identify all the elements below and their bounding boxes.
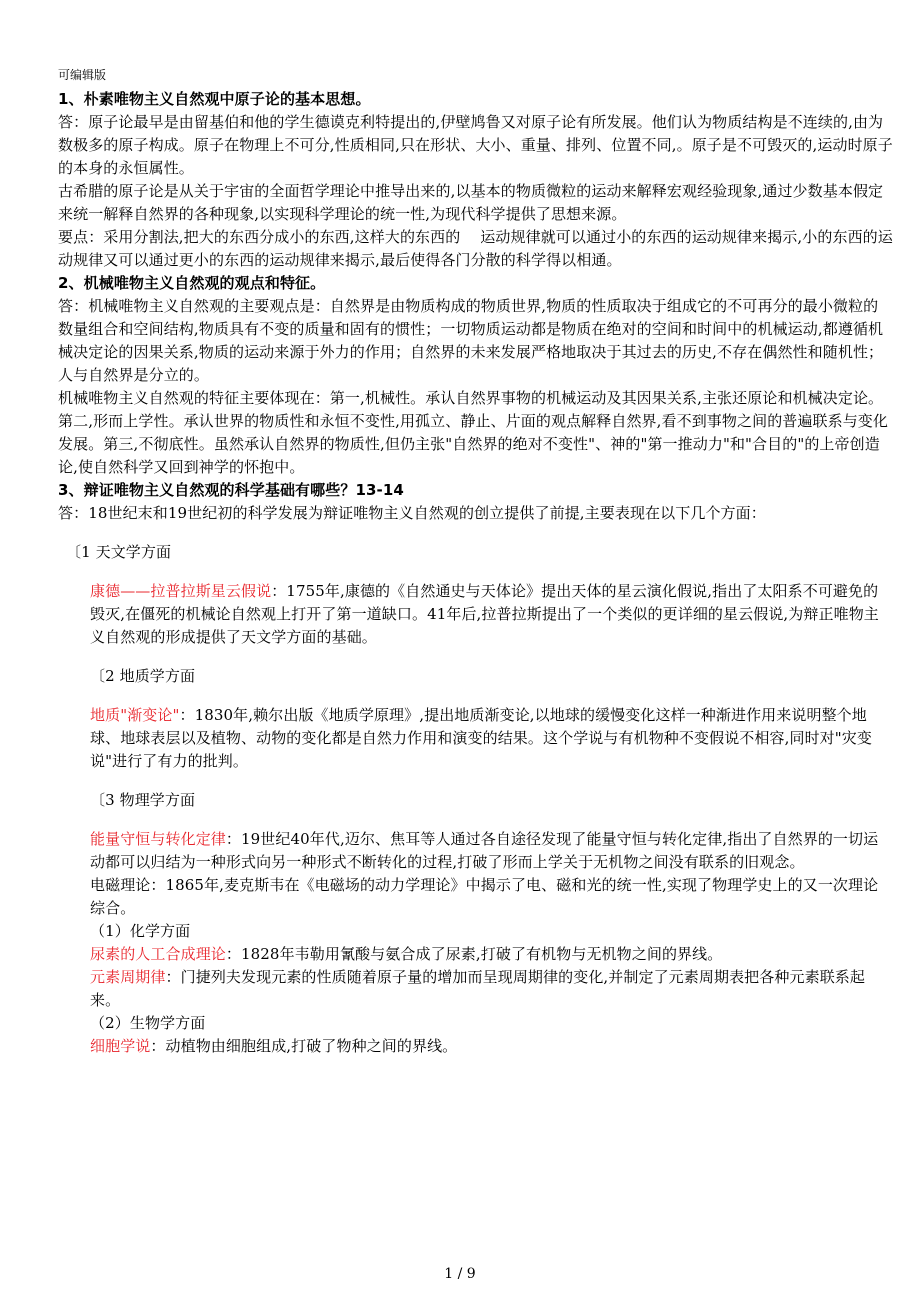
section-2-answer: 答：机械唯物主义自然观的主要观点是：自然界是由物质构成的物质世界,物质的性质取决于组成它的不可再分的最小微粒的数量组合和空间结构,物质具有不变的质量和固有的惯性；一切物质运动都是物质在绝对的空间和时间中的机械运动,都遵循机械决定论的因果关系,物质的运动来源于外力的作用；自然界的未来发展严格地取决于其过去的历史,不存在偶然性和随机性；人与自然界是分立的。 — [58, 297, 884, 384]
section-2-heading: 2、机械唯物主义自然观的观点和特征。 — [58, 274, 326, 292]
geology-paragraph — [58, 704, 893, 773]
page-number: 1 / 9 — [444, 1266, 476, 1282]
astronomy-term: 康德——拉普拉斯星云假说 — [90, 582, 272, 600]
periodic-law-paragraph — [58, 966, 893, 1012]
section-1-key-points: 要点：采用分割法,把大的东西分成小的东西,这样大的东西的 运动规律就可以通过小的东西的运动规律来揭示,小的东西的运动规律又可以通过更小的东西的运动规律来揭示,最后使得各门分散的科学得以相通。 — [58, 228, 893, 269]
geology-title: 〔2 地质学方面 — [90, 667, 196, 685]
cell-theory-text: ：动植物由细胞组成,打破了物种之间的界线。 — [150, 1037, 458, 1055]
section-2-features: 机械唯物主义自然观的特征主要体现在：第一,机械性。承认自然界事物的机械运动及其因果关系,主张还原论和机械决定论。第二,形而上学性。承认世界的物质性和永恒不变性,用孤立、静止、片面的观点解释自然界,看不到事物之间的普遍联系与变化发展。第三,不彻底性。虽然承认自然界的物质性,但仍主张"自然界的绝对不变性"、神的"第一推动力"和"合目的"的上帝创造论,使自然科学又回到神学的怀抱中。 — [58, 389, 889, 476]
geology-term: 地质"渐变论" — [90, 706, 180, 724]
section-1-answer: 答：原子论最早是由留基伯和他的学生德谟克利特提出的,伊壁鸠鲁又对原子论有所发展。他们认为物质结构是不连续的,由为数极多的原子构成。原子在物理上不可分,性质相同,只在形状、大小、重量、排列、位置不同,。原子是不可毁灭的,运动时原子的本身的永恒属性。 — [58, 113, 893, 177]
urea-paragraph — [58, 943, 893, 966]
geology-text: ：1830年,赖尔出版《地质学原理》,提出地质渐变论,以地球的缓慢变化这样一种渐进作用来说明整个地球、地球表层以及植物、动物的变化都是自然力作用和演变的结果。这个学说与有机物种不变假说不相容,同时对"灾变说"进行了有力的批判。 — [90, 706, 872, 770]
section-3-answer: 答：18世纪末和19世纪初的科学发展为辩证唯物主义自然观的创立提供了前提,主要表现在以下几个方面： — [58, 504, 766, 522]
physics-text: ：19世纪40年代,迈尔、焦耳等人通过各自途径发现了能量守恒与转化定律,指出了自然界的一切运动都可以归结为一种形式向另一种形式不断转化的过程,打破了形而上学关于无机物之间没有联系的旧观念。 — [90, 830, 879, 871]
chemistry-title: （1）化学方面 — [90, 922, 191, 940]
section-1-paragraph-2: 古希腊的原子论是从关于宇宙的全面哲学理论中推导出来的,以基本的物质微粒的运动来解释宏观经验现象,通过少数基本假定来统一解释自然界的各种现象,以实现科学理论的统一性,为现代科学提供了思想来源。 — [58, 182, 884, 223]
header-label: 可编辑版 — [58, 68, 107, 82]
periodic-law-text: ：门捷列夫发现元素的性质随着原子量的增加而呈现周期律的变化,并制定了元素周期表把各种元素联系起来。 — [90, 968, 865, 1009]
physics-term: 能量守恒与转化定律 — [90, 830, 226, 848]
cell-theory-paragraph — [58, 1035, 893, 1058]
astronomy-text: ：1755年,康德的《自然通史与天体论》提出天体的星云演化假说,指出了太阳系不可避免的毁灭,在僵死的机械论自然观上打开了第一道缺口。41年后,拉普拉斯提出了一个类似的更详细的星云假说,为辩正唯物主义自然观的形成提供了天文学方面的基础。 — [90, 582, 879, 646]
physics-title: 〔3 物理学方面 — [90, 791, 196, 809]
content — [58, 88, 893, 1058]
astronomy-title: 〔1 天文学方面 — [66, 543, 172, 561]
section-3-heading: 3、辩证唯物主义自然观的科学基础有哪些？13-14 — [58, 481, 404, 499]
biology-title: （2）生物学方面 — [90, 1014, 206, 1032]
cell-theory-term: 细胞学说 — [90, 1037, 151, 1055]
periodic-law-term: 元素周期律 — [90, 968, 166, 986]
urea-text: ：1828年韦勒用氰酸与氨合成了尿素,打破了有机物与无机物之间的界线。 — [225, 945, 723, 963]
urea-term: 尿素的人工合成理论 — [90, 945, 226, 963]
astronomy-paragraph — [58, 580, 893, 649]
section-1-heading: 1、朴素唯物主义自然观中原子论的基本思想。 — [58, 90, 371, 108]
electromagnetic-paragraph: 电磁理论：1865年,麦克斯韦在《电磁场的动力学理论》中揭示了电、磁和光的统一性,实现了物理学史上的又一次理论综合。 — [90, 876, 879, 917]
physics-paragraph — [58, 828, 893, 874]
